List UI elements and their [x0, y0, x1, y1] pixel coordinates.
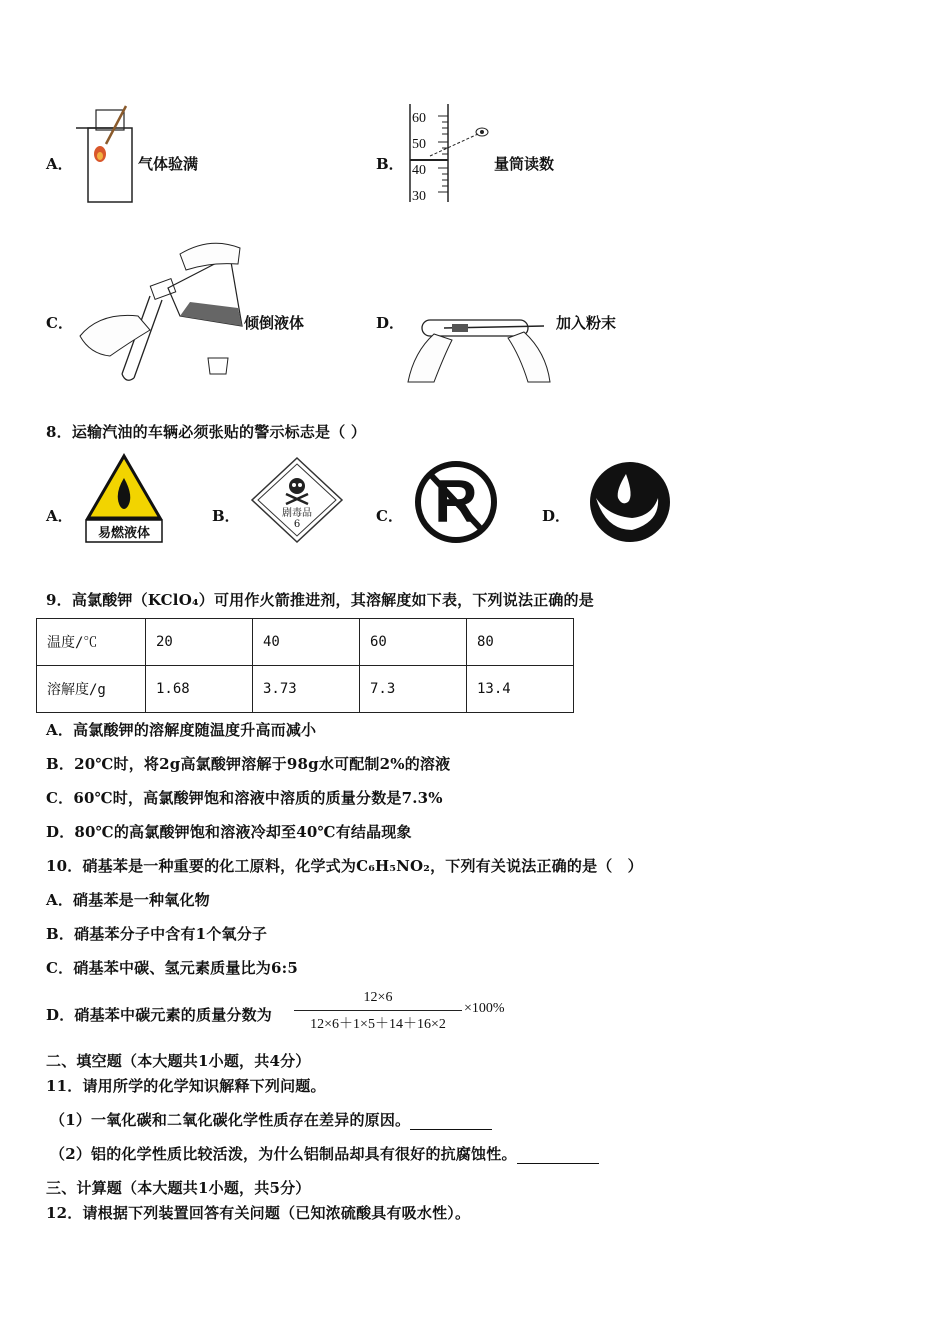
- q11-part1-text: （1）一氧化碳和二氧化碳化学性质存在差异的原因。: [50, 1111, 411, 1129]
- q11-part2-text: （2）铝的化学性质比较活泼，为什么铝制品却具有很好的抗腐蚀性。: [50, 1145, 517, 1163]
- table-cell: 3.73: [253, 666, 360, 713]
- gas-bottle-illustration: [76, 104, 138, 204]
- q7-option-d-caption: 加入粉末: [556, 314, 617, 332]
- table-cell: 60: [360, 619, 467, 666]
- table-cell: 溶解度/g: [37, 666, 146, 713]
- q7-option-b-letter: B．: [376, 155, 404, 173]
- q8-stem: 8．运输汽油的车辆必须张贴的警示标志是（ ）: [46, 423, 367, 441]
- q7-option-b-caption: 量筒读数: [494, 155, 555, 173]
- section3-title: 三、计算题（本大题共1小题，共5分）: [46, 1179, 311, 1197]
- solubility-table: [36, 618, 574, 713]
- table-cell: 13.4: [467, 666, 574, 713]
- q7-option-d-letter: D．: [376, 314, 405, 332]
- q8-option-c-letter: C．: [376, 507, 403, 525]
- toxic-sign-text: 剧毒品 6: [282, 508, 312, 530]
- q9-option-a: A．高氯酸钾的溶解度随温度升高而减小: [46, 721, 317, 739]
- no-parking-letter: R: [434, 468, 478, 535]
- q10-stem: 10．硝基苯是一种重要的化工原料，化学式为C₆H₅NO₂，下列有关说法正确的是（ ）: [46, 857, 643, 875]
- mass-fraction-suffix: ×100%: [464, 1001, 505, 1016]
- q7-option-c-caption: 倾倒液体: [244, 314, 305, 332]
- mass-fraction-denominator: 12×6＋1×5＋14＋16×2: [310, 1017, 446, 1032]
- q11-stem: 11．请用所学的化学知识解释下列问题。: [46, 1077, 326, 1095]
- table-cell: 温度/℃: [37, 619, 146, 666]
- pouring-liquid-illustration: [80, 236, 250, 386]
- q7-option-a-letter: A．: [46, 155, 73, 173]
- q9-stem: 9．高氯酸钾（KClO₄）可用作火箭推进剂，其溶解度如下表，下列说法正确的是: [46, 591, 594, 609]
- toxic-substance-sign: [250, 456, 344, 544]
- section2-title: 二、填空题（本大题共1小题，共4分）: [46, 1052, 311, 1070]
- q8-option-b-letter: B．: [212, 507, 240, 525]
- table-cell: 1.68: [146, 666, 253, 713]
- table-cell: 40: [253, 619, 360, 666]
- q11-part1: [50, 1109, 492, 1130]
- mass-fraction-numerator: 12×6: [363, 990, 393, 1005]
- fraction-bar: [294, 1010, 462, 1011]
- flammable-sign-text: 易燃液体: [97, 526, 150, 541]
- q10-option-c: C．硝基苯中碳、氢元素质量比为6:5: [46, 959, 298, 977]
- q9-option-c: C．60℃时，高氯酸钾饱和溶液中溶质的质量分数是7.3%: [46, 789, 443, 807]
- q10-option-d: D．硝基苯中碳元素的质量分数为: [46, 1006, 273, 1024]
- adding-powder-illustration: [404, 312, 554, 384]
- q9-option-b: B．20℃时，将2g高氯酸钾溶解于98g水可配制2%的溶液: [46, 755, 451, 773]
- table-row: [37, 619, 574, 666]
- q11-part2: [50, 1143, 599, 1164]
- q8-option-a-letter: A．: [46, 507, 73, 525]
- answer-blank[interactable]: [410, 1115, 492, 1130]
- q10-option-b: B．硝基苯分子中含有1个氧分子: [46, 925, 268, 943]
- q8-option-d-letter: D．: [542, 507, 571, 525]
- q9-option-d: D．80℃的高氯酸钾饱和溶液冷却至40℃有结晶现象: [46, 823, 412, 841]
- table-cell: 20: [146, 619, 253, 666]
- table-cell: 80: [467, 619, 574, 666]
- table-cell: 7.3: [360, 666, 467, 713]
- water-saving-sign: [588, 458, 674, 546]
- table-row: [37, 666, 574, 713]
- q7-option-a-caption: 气体验满: [138, 155, 199, 173]
- q10-option-a: A．硝基苯是一种氧化物: [46, 891, 210, 909]
- q7-option-c-letter: C．: [46, 314, 73, 332]
- cylinder-scale: 60 50 40 30: [412, 111, 426, 204]
- answer-blank[interactable]: [517, 1149, 599, 1164]
- q12-stem: 12．请根据下列装置回答有关问题（已知浓硫酸具有吸水性）。: [46, 1204, 471, 1222]
